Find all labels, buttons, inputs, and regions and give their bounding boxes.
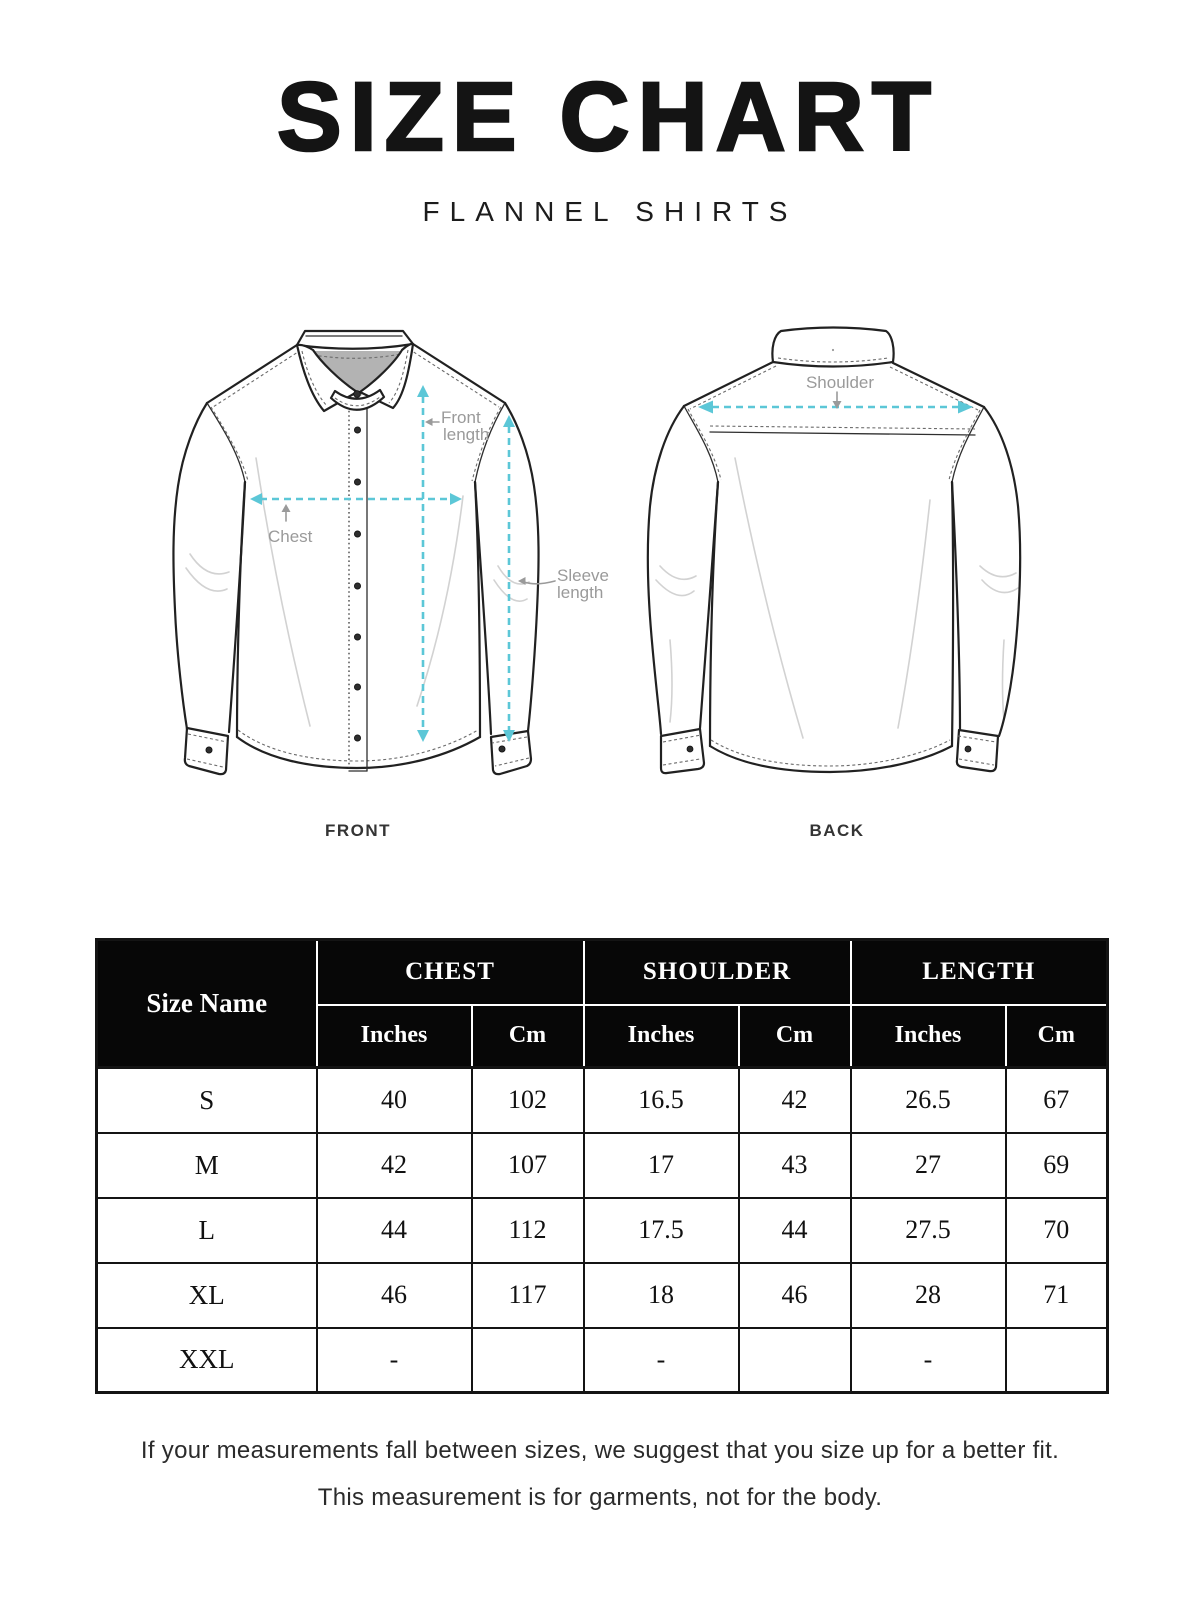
- front-shirt-drawing: [173, 331, 538, 774]
- size-value-cell: 26.5: [851, 1068, 1006, 1133]
- size-value-cell: 43: [739, 1133, 851, 1198]
- chest-label-arrow-icon: [282, 504, 291, 521]
- front-length-label-arrow-icon: [425, 418, 439, 426]
- size-name-header: Size Name: [97, 940, 317, 1068]
- chest-label: Chest: [268, 527, 313, 546]
- back-shirt-drawing: [648, 328, 1020, 774]
- size-value-cell: 107: [472, 1133, 584, 1198]
- footer-note: [0, 1427, 1200, 1521]
- size-value-cell: 17: [584, 1133, 739, 1198]
- front-buttons: [354, 427, 360, 741]
- front-left-cuff-button: [206, 747, 212, 753]
- size-value-cell: 44: [739, 1198, 851, 1263]
- back-right-cuff-button: [965, 746, 971, 752]
- size-row-xl: [97, 1263, 1108, 1328]
- size-value-cell: 117: [472, 1263, 584, 1328]
- size-value-cell: 102: [472, 1068, 584, 1133]
- size-name-cell: S: [97, 1068, 317, 1133]
- front-shirt-illustration: [160, 310, 620, 855]
- front-length-measure-arrow: [417, 385, 429, 742]
- chest-measure-arrow: [250, 493, 462, 505]
- length-inches-header: Inches: [851, 1005, 1006, 1068]
- sleeve-length-label-line1: Sleeve: [557, 566, 609, 585]
- collar-button: [354, 391, 361, 398]
- back-caption: BACK: [809, 821, 865, 840]
- size-value-cell: 46: [317, 1263, 472, 1328]
- chest-inches-header: Inches: [317, 1005, 472, 1068]
- size-value-cell: 70: [1006, 1198, 1108, 1263]
- size-row-l: [97, 1198, 1108, 1263]
- size-name-cell: XL: [97, 1263, 317, 1328]
- size-value-cell: -: [851, 1328, 1006, 1393]
- front-length-label-line2: length: [443, 425, 490, 444]
- back-left-cuff-button: [687, 746, 693, 752]
- chest-group-header: CHEST: [317, 940, 584, 1005]
- sleeve-length-label-line2: length: [557, 583, 604, 602]
- size-value-cell: 16.5: [584, 1068, 739, 1133]
- size-name-cell: L: [97, 1198, 317, 1263]
- size-row-m: [97, 1133, 1108, 1198]
- length-cm-header: Cm: [1006, 1005, 1108, 1068]
- front-right-cuff-button: [499, 746, 505, 752]
- size-value-cell: -: [317, 1328, 472, 1393]
- size-value-cell: 28: [851, 1263, 1006, 1328]
- footer-note-line1: If your measurements fall between sizes, we suggest that you size up for a better fit.: [140, 1437, 1060, 1464]
- front-length-label-line1: Front: [441, 408, 481, 427]
- size-value-cell: 67: [1006, 1068, 1108, 1133]
- size-name-cell: M: [97, 1133, 317, 1198]
- size-value-cell: 42: [317, 1133, 472, 1198]
- size-value-cell: 71: [1006, 1263, 1108, 1328]
- size-value-cell: 27: [851, 1133, 1006, 1198]
- size-row-s: [97, 1068, 1108, 1133]
- size-name-cell: XXL: [97, 1328, 317, 1393]
- size-row-xxl: [97, 1328, 1108, 1393]
- size-value-cell: 27.5: [851, 1198, 1006, 1263]
- size-value-cell: 112: [472, 1198, 584, 1263]
- shoulder-inches-header: Inches: [584, 1005, 739, 1068]
- size-value-cell: 42: [739, 1068, 851, 1133]
- page-title: SIZE CHART: [277, 62, 939, 171]
- size-value-cell: [472, 1328, 584, 1393]
- collar-center-mark: [832, 349, 834, 351]
- length-group-header: LENGTH: [851, 940, 1108, 1005]
- front-caption: FRONT: [324, 821, 392, 840]
- size-value-cell: 44: [317, 1198, 472, 1263]
- size-value-cell: 69: [1006, 1133, 1108, 1198]
- sleeve-length-measure-arrow: [503, 415, 515, 742]
- size-value-cell: 18: [584, 1263, 739, 1328]
- page-subtitle: FLANNEL SHIRTS: [422, 196, 798, 227]
- size-value-cell: 40: [317, 1068, 472, 1133]
- size-value-cell: [1006, 1328, 1108, 1393]
- shoulder-cm-header: Cm: [739, 1005, 851, 1068]
- chest-cm-header: Cm: [472, 1005, 584, 1068]
- size-value-cell: 17.5: [584, 1198, 739, 1263]
- size-value-cell: [739, 1328, 851, 1393]
- footer-note-line2: This measurement is for garments, not for the body.: [317, 1484, 883, 1511]
- size-table: [95, 938, 1109, 1394]
- size-value-cell: 46: [739, 1263, 851, 1328]
- shoulder-label: Shoulder: [805, 373, 875, 392]
- size-value-cell: -: [584, 1328, 739, 1393]
- back-shirt-illustration: [600, 310, 1060, 855]
- shoulder-group-header: SHOULDER: [584, 940, 851, 1005]
- table-group-header-row: [97, 940, 1108, 1005]
- sleeve-length-label-arrow-icon: [518, 577, 555, 585]
